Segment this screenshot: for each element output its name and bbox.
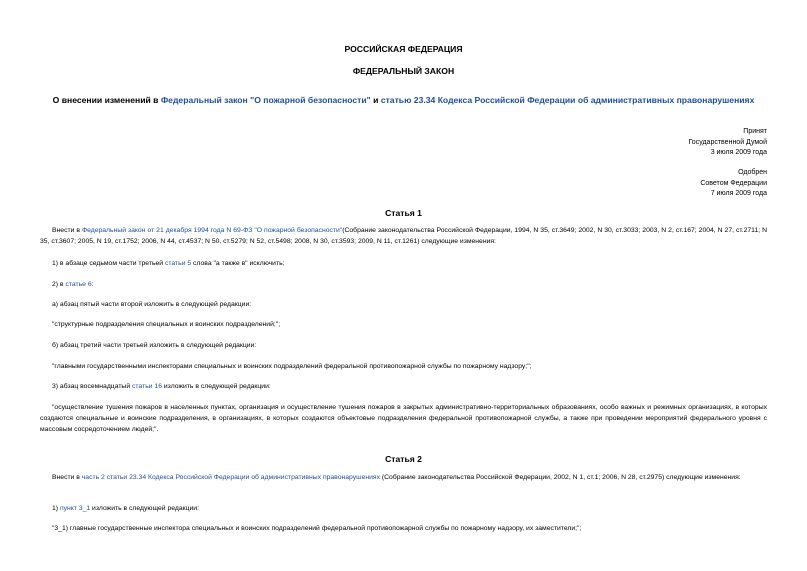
article-1-intro-prefix: Внести в: [52, 227, 82, 234]
item-3-link-article-16[interactable]: статьи 16: [132, 383, 162, 390]
item-2-prefix: 2) в: [52, 281, 66, 288]
article-1-item-3: [52, 382, 767, 393]
item-2-link-article-6[interactable]: статье 6: [65, 281, 92, 288]
approval-block: [700, 168, 767, 200]
title-middle: и: [370, 95, 381, 105]
article-2-item-1-text: изложить в следующей редакции:: [90, 505, 199, 512]
item-3-text: изложить в следующей редакции:: [161, 383, 271, 390]
item-1-prefix: 1) в абзаце седьмом части третьей: [52, 260, 165, 267]
adoption-block: [688, 127, 767, 159]
adopted-label: Принят: [743, 128, 767, 135]
article-2-intro-link[interactable]: часть 2 статьи 23.34 Кодекса Российской Федерации об административных правонарушениях: [81, 474, 380, 481]
item-2-text: :: [91, 281, 94, 288]
article-1-item-2b-quote: "главными государственными инспекторами специальных и воинских подразделений федеральной противопожарной службы по пожарному надзору;";: [52, 363, 532, 370]
article-1-item-1: [52, 259, 767, 270]
article-1-item-2a-quote: "структурные подразделения специальных и воинских подразделений;";: [52, 321, 281, 328]
article-2-heading: Статья 2: [385, 454, 422, 464]
article-1-item-2b: б) абзац третий части третьей изложить в следующей редакции:: [52, 342, 257, 349]
article-2-item-1-quote: "3_1) главные государственные инспектора специальных и воинских подразделений федеральной противопожарной службы по пожарному надзору, их заместители;";: [52, 525, 582, 532]
document-title: [0, 95, 807, 105]
document-type: ФЕДЕРАЛЬНЫЙ ЗАКОН: [352, 66, 455, 76]
item-1-text: слова "а также в" исключить;: [191, 260, 285, 267]
article-1-item-3-quote: "осуществление тушения пожаров в населенных пунктах, организация и осуществление тушения пожаров в закрытых административно-территориальных образованиях, особо важных и режимных организациях, в которых создаются специальные и воинские подразделения, в организациях, в которых создаются объектовые подразделения федеральной противопожарной службы, а также при проведении мероприятий федерального уровня с массовым сосредоточением людей;".: [40, 404, 767, 433]
article-1-intro: [40, 226, 767, 248]
article-2-item-1-prefix: 1): [52, 505, 60, 512]
approved-label: Одобрен: [738, 169, 767, 176]
article-1-heading: Статья 1: [385, 208, 422, 218]
title-link-fire-safety-law[interactable]: Федеральный закон "О пожарной безопасности": [160, 95, 371, 105]
adopted-date: 3 июля 2009 года: [710, 149, 767, 156]
article-1-item-2: [52, 280, 767, 291]
document-country: РОССИЙСКАЯ ФЕДЕРАЦИЯ: [344, 44, 463, 54]
article-2-item-1-link[interactable]: пункт 3_1: [59, 505, 91, 512]
article-2-intro-text: (Собрание законодательства Российской Федерации, 2002, N 1, ст.1; 2006, N 28, ст.2975) следующие изменения:: [380, 474, 741, 481]
article-1-intro-text: (Собрание законодательства Российской Федерации, 1994, N 35, ст.3649; 2002, N 30, ст.3033; 2003, N 2, ст.167; 2004, N 27, ст.2711; N 35, ст.3607; 2005, N 19, ст.1752; 2006, N 44, ст.4537; N 50, ст.5279; N 52, ст.5498; 2008, N 30, ст.3593; 2009, N 11, ст.1261) следующие изменения:: [40, 227, 767, 245]
article-2-item-1: [52, 504, 767, 515]
title-link-article-23-34[interactable]: статью 23.34 Кодекса Российской Федерации об административных правонарушениях: [380, 95, 755, 105]
item-3-prefix: 3) абзац восемнадцатый: [52, 383, 133, 390]
item-1-link-article-5[interactable]: статьи 5: [164, 260, 192, 267]
article-2-intro-prefix: Внести в: [52, 474, 82, 481]
adopted-by: Государственной Думой: [688, 138, 767, 146]
title-prefix: О внесении изменений в: [52, 95, 161, 105]
article-1-intro-link[interactable]: Федеральный закон от 21 декабря 1994 года N 69-ФЗ "О пожарной безопасности": [81, 227, 343, 234]
article-2-intro: [40, 473, 767, 484]
article-1-item-2a: а) абзац пятый части второй изложить в следующей редакции:: [52, 301, 252, 308]
approved-date: 7 июля 2009 года: [710, 190, 767, 197]
approved-by: Советом Федерации: [700, 179, 767, 187]
